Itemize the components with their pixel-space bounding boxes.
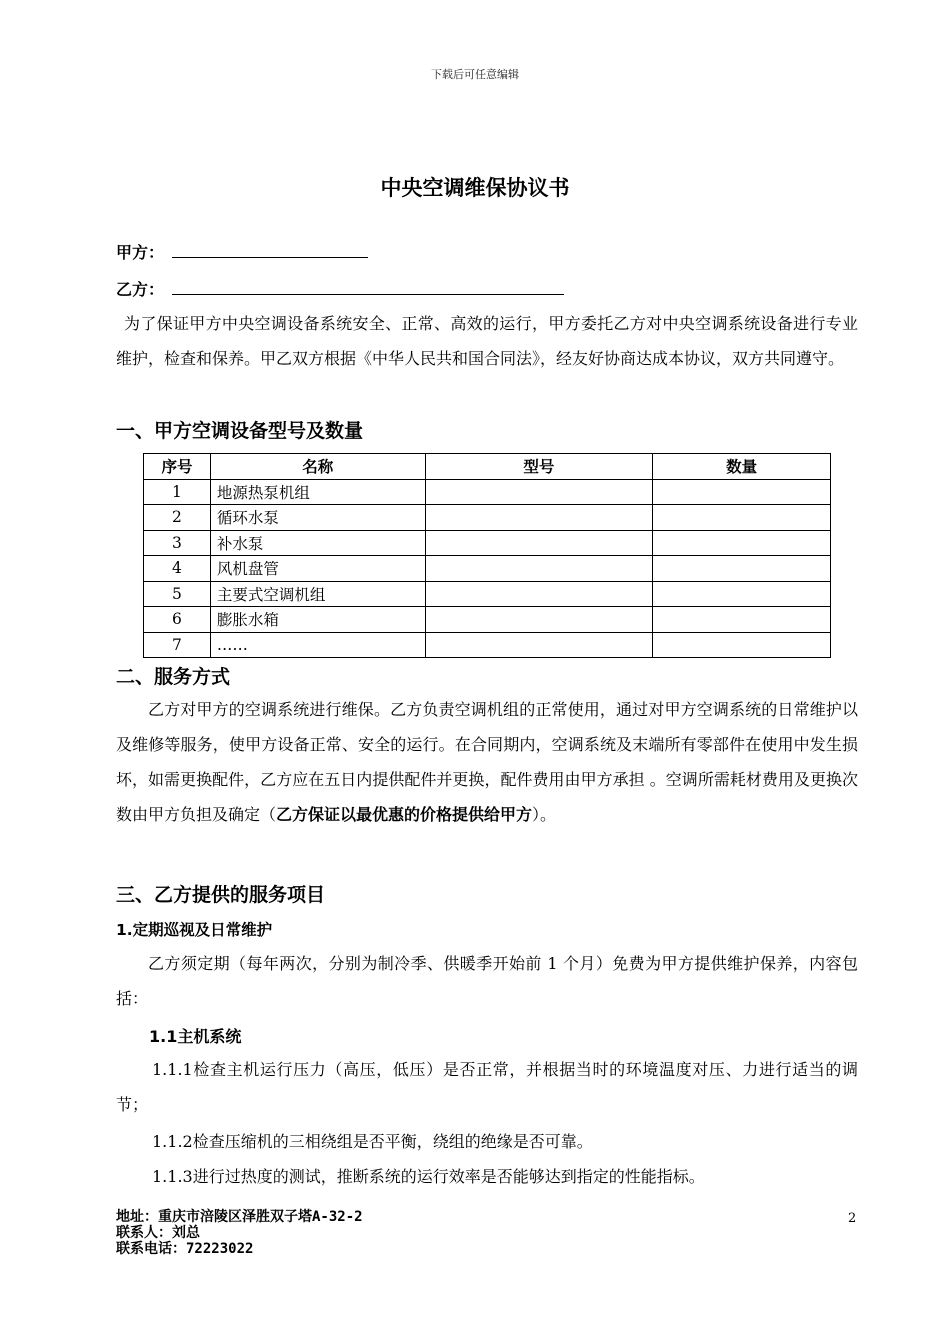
row-number: 1 bbox=[144, 479, 211, 505]
col-header: 名称 bbox=[210, 454, 425, 480]
row-model bbox=[425, 556, 653, 582]
section3-sub1-body: 乙方须定期（每年两次，分别为制冷季、供暖季开始前 1 个月）免费为甲方提供维护保养，内容包括： bbox=[116, 954, 858, 1008]
section2-heading: 二、服务方式 bbox=[116, 666, 231, 688]
party-a-blank bbox=[172, 243, 368, 258]
item-1-1-2: 1.1.2检查压缩机的三相绕组是否平衡，绕组的绝缘是否可靠。 bbox=[152, 1132, 593, 1151]
col-header: 数量 bbox=[653, 454, 831, 480]
col-header: 序号 bbox=[144, 454, 211, 480]
equipment-table bbox=[143, 453, 831, 658]
table-row bbox=[144, 530, 831, 556]
footer-address: 地址：重庆市涪陵区泽胜双子塔A-32-2 bbox=[116, 1209, 363, 1225]
row-name: 膨胀水箱 bbox=[210, 607, 425, 633]
table-row bbox=[144, 479, 831, 505]
row-qty bbox=[653, 632, 831, 658]
row-number: 7 bbox=[144, 632, 211, 658]
section2-body: 乙方对甲方的空调系统进行维保。乙方负责空调机组的正常使用，通过对甲方空调系统的日常维护以及维修等服务，使甲方设备正常、安全的运行。在合同期内，空调系统及末端所有零部件在使用中发生损坏，如需更换配件，乙方应在五日内提供配件并更换，配件费用由甲方承担 。空调所需耗材费用及更换次数由甲方负担及确定（ bbox=[116, 700, 858, 824]
row-number: 5 bbox=[144, 581, 211, 607]
row-number: 2 bbox=[144, 505, 211, 531]
footer-phone: 联系电话：72223022 bbox=[116, 1241, 254, 1257]
row-model bbox=[425, 479, 653, 505]
section1-heading: 一、甲方空调设备型号及数量 bbox=[116, 420, 364, 442]
party-a-label: 甲方： bbox=[116, 243, 165, 262]
party-b-blank bbox=[172, 280, 564, 295]
table-row bbox=[144, 505, 831, 531]
row-model bbox=[425, 607, 653, 633]
item-1-1-1: 1.1.1检查主机运行压力（高压，低压）是否正常，并根据当时的环境温度对压、力进行适当的调节； bbox=[116, 1060, 858, 1114]
document-title: 中央空调维保协议书 bbox=[380, 176, 570, 200]
row-name: 风机盘管 bbox=[210, 556, 425, 582]
row-name: 补水泵 bbox=[210, 530, 425, 556]
row-qty bbox=[653, 581, 831, 607]
row-qty bbox=[653, 530, 831, 556]
table-row bbox=[144, 556, 831, 582]
section2-body-end: ）。 bbox=[532, 805, 557, 824]
row-number: 4 bbox=[144, 556, 211, 582]
footer-contact bbox=[116, 1209, 363, 1257]
col-header: 型号 bbox=[425, 454, 653, 480]
section3-sub11-heading: 1.1主机系统 bbox=[149, 1027, 242, 1046]
row-number: 6 bbox=[144, 607, 211, 633]
row-model bbox=[425, 632, 653, 658]
table-row bbox=[144, 581, 831, 607]
section2-body-bold: 乙方保证以最优惠的价格提供给甲方 bbox=[276, 805, 533, 824]
row-name: 主要式空调机组 bbox=[210, 581, 425, 607]
page-number: 2 bbox=[848, 1211, 857, 1226]
row-qty bbox=[653, 556, 831, 582]
footer-contact-person: 联系人：刘总 bbox=[116, 1225, 200, 1241]
row-name: …… bbox=[210, 632, 425, 658]
row-name: 地源热泵机组 bbox=[210, 479, 425, 505]
table-row bbox=[144, 607, 831, 633]
table-header-row bbox=[144, 454, 831, 480]
item-1-1-3: 1.1.3进行过热度的测试，推断系统的运行效率是否能够达到指定的性能指标。 bbox=[152, 1167, 705, 1186]
row-name: 循环水泵 bbox=[210, 505, 425, 531]
party-a-row bbox=[116, 240, 368, 263]
row-model bbox=[425, 505, 653, 531]
section2-paragraph bbox=[116, 692, 858, 832]
party-b-row bbox=[116, 277, 564, 300]
row-qty bbox=[653, 607, 831, 633]
row-qty bbox=[653, 505, 831, 531]
row-model bbox=[425, 581, 653, 607]
table-row bbox=[144, 632, 831, 658]
row-number: 3 bbox=[144, 530, 211, 556]
row-qty bbox=[653, 479, 831, 505]
row-model bbox=[425, 530, 653, 556]
party-b-label: 乙方： bbox=[116, 280, 165, 299]
header-note: 下载后可任意编辑 bbox=[431, 68, 519, 81]
intro-paragraph: 为了保证甲方中央空调设备系统安全、正常、高效的运行，甲方委托乙方对中央空调系统设备进行专业维护，检查和保养。甲乙双方根据《中华人民共和国合同法》，经友好协商达成本协议，双方共同遵守。 bbox=[116, 314, 858, 368]
section3-heading: 三、乙方提供的服务项目 bbox=[116, 884, 326, 906]
section3-sub1-heading: 1.定期巡视及日常维护 bbox=[116, 921, 273, 939]
